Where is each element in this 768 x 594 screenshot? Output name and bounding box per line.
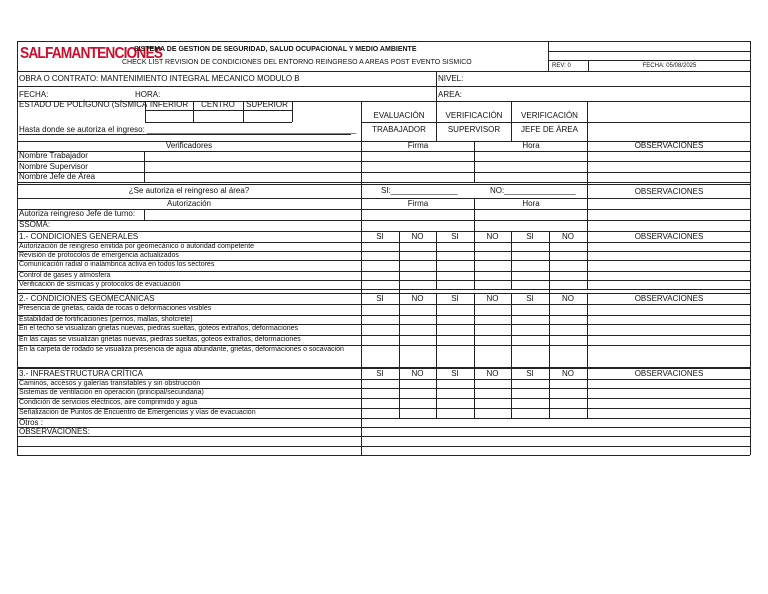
area-field[interactable]: AREA: — [438, 90, 463, 99]
autoriza-reingreso-question: ¿Se autoriza el reingreso al área? — [128, 186, 250, 195]
revision-label: REV: 0 — [552, 63, 571, 69]
si-column-header: SI — [451, 232, 459, 241]
verificacion-jefe-header: VERIFICACIÓN — [521, 111, 578, 120]
si-column-header: SI — [526, 294, 534, 303]
checklist-item: Estabilidad de fortificaciones (pernos, mallas, shotcrete) — [19, 316, 193, 323]
autoriza-observaciones-header: OBSERVACIONES — [634, 187, 704, 196]
no-column-header: NO — [562, 232, 574, 241]
no-column-header: NO — [486, 369, 499, 378]
obra-contrato-label: OBRA O CONTRATO: MANTENIMIENTO INTEGRAL MECANICO MODULO B — [19, 74, 300, 83]
trabajador-header: TRABAJADOR — [372, 125, 426, 134]
nombre-jefe-area-label: Nombre Jefe de Área — [19, 172, 96, 181]
nombre-supervisor-label: Nombre Supervisor — [19, 162, 88, 171]
checklist-item: Señalización de Puntos de Encuentro de Emergencias y vías de evacuación — [19, 409, 256, 416]
si-column-header: SI — [451, 369, 459, 378]
section-observaciones-header: OBSERVACIONES — [634, 294, 704, 303]
checklist-item: En el techo se visualizan grietas nuevas, piedras sueltas, goteos extraños, deformaciones — [19, 325, 298, 332]
nombre-trabajador-label: Nombre Trabajador — [19, 151, 88, 160]
checklist-item: Sistemas de ventilación en operación (principal/secundaria) — [19, 389, 204, 396]
si-column-header: SI — [376, 369, 384, 378]
form-title: SISTEMA DE GESTION DE SEGURIDAD, SALUD OCUPACIONAL Y MEDIO AMBIENTE — [134, 46, 417, 53]
checklist-item: Control de gases y atmósfera — [19, 272, 111, 279]
checklist-item: Verificación de sísmicas y protocolos de evacuación — [19, 281, 181, 288]
evaluacion-header: EVALUACIÓN — [373, 111, 425, 120]
jefe-turno-label: Autoriza reingreso Jefe de turno: — [19, 209, 136, 218]
checklist-item: Comunicación radial o inalámbrica activa en todos los sectores — [19, 261, 215, 268]
autoriza-si-field[interactable]: SI:_______________ — [381, 186, 458, 195]
si-column-header: SI — [451, 294, 459, 303]
section-observaciones-header: OBSERVACIONES — [634, 369, 704, 378]
verif-hora-header: Hora — [522, 141, 540, 150]
form-subtitle: CHECK LIST REVISION DE CONDICIONES DEL ENTORNO REINGRESO A AREAS POST EVENTO SISMICO — [122, 59, 472, 66]
checklist-item: En las cajas se visualizan grietas nuevas, piedras sueltas, goteos extraños, deformaciones — [19, 336, 301, 343]
section-title: 1.- CONDICIONES GENERALES — [19, 232, 139, 241]
supervisor-header: SUPERVISOR — [447, 125, 501, 134]
autoriza-hora-header: Hora — [522, 199, 540, 208]
no-column-header: NO — [411, 294, 424, 303]
hora-field[interactable]: HORA: — [135, 90, 161, 99]
verificacion-header: VERIFICACIÓN — [445, 111, 503, 120]
si-column-header: SI — [376, 294, 384, 303]
no-column-header: NO — [562, 294, 574, 303]
si-column-header: SI — [526, 232, 534, 241]
si-column-header: SI — [376, 232, 384, 241]
no-column-header: NO — [486, 294, 499, 303]
observaciones-footer-field[interactable]: OBSERVACIONES: — [19, 427, 90, 436]
checklist-item: Revisión de protocolos de emergencia actualizados — [19, 252, 179, 259]
checklist-item: Caminos, accesos y galerías transitables y sin obstrucción — [19, 380, 201, 387]
fecha-field[interactable]: FECHA: — [19, 90, 49, 99]
centro-option[interactable]: CENTRO — [201, 100, 235, 109]
autoriza-firma-header: Firma — [407, 199, 429, 208]
estado-poligono-label: ESTADO DE POLÍGONO (SÍSMICA — [19, 100, 148, 109]
autoriza-no-field[interactable]: NO:________________ — [490, 186, 576, 195]
section-observaciones-header: OBSERVACIONES — [634, 232, 704, 241]
no-column-header: NO — [562, 369, 574, 378]
nivel-field[interactable]: NIVEL: — [438, 74, 464, 83]
otros-field[interactable]: Otros : — [19, 418, 44, 427]
salfa-logo: SALFAMANTENCIONES — [20, 45, 163, 62]
section-title: 2.- CONDICIONES GEOMECÁNICAS — [19, 294, 155, 303]
verif-firma-header: Firma — [407, 141, 429, 150]
no-column-header: NO — [411, 369, 424, 378]
checklist-item: Condición de servicios eléctricos, aire comprimido y agua — [19, 399, 198, 406]
no-column-header: NO — [411, 232, 424, 241]
checklist-item: En la carpeta de rodado se visualiza presencia de agua abundante, grietas, deformaciones o socavación — [19, 346, 344, 353]
verificadores-header: Verificadores — [165, 141, 213, 150]
document-date: FECHA: 05/08/2025 — [642, 63, 697, 69]
section-title: 3.- INFRAESTRUCTURA CRÍTICA — [19, 369, 144, 378]
jefe-area-header: JEFE DE ÁREA — [521, 125, 578, 134]
hasta-donde-field[interactable]: Hasta donde se autoriza el ingreso: _______________________________________________ — [19, 125, 357, 134]
no-column-header: NO — [486, 232, 499, 241]
si-column-header: SI — [526, 369, 534, 378]
checklist-item: Presencia de grietas, caída de rocas o deformaciones visibles — [19, 305, 212, 312]
inferior-option[interactable]: INFERIOR — [149, 100, 189, 109]
ssoma-label: SSOMA: — [19, 220, 51, 229]
autorizacion-header: Autorización — [166, 199, 212, 208]
checklist-item: Autorización de reingreso emitida por geomecánico o autoridad competente — [19, 243, 255, 250]
verif-observaciones-header: OBSERVACIONES — [634, 141, 704, 150]
superior-option[interactable]: SUPERIOR — [246, 100, 288, 109]
